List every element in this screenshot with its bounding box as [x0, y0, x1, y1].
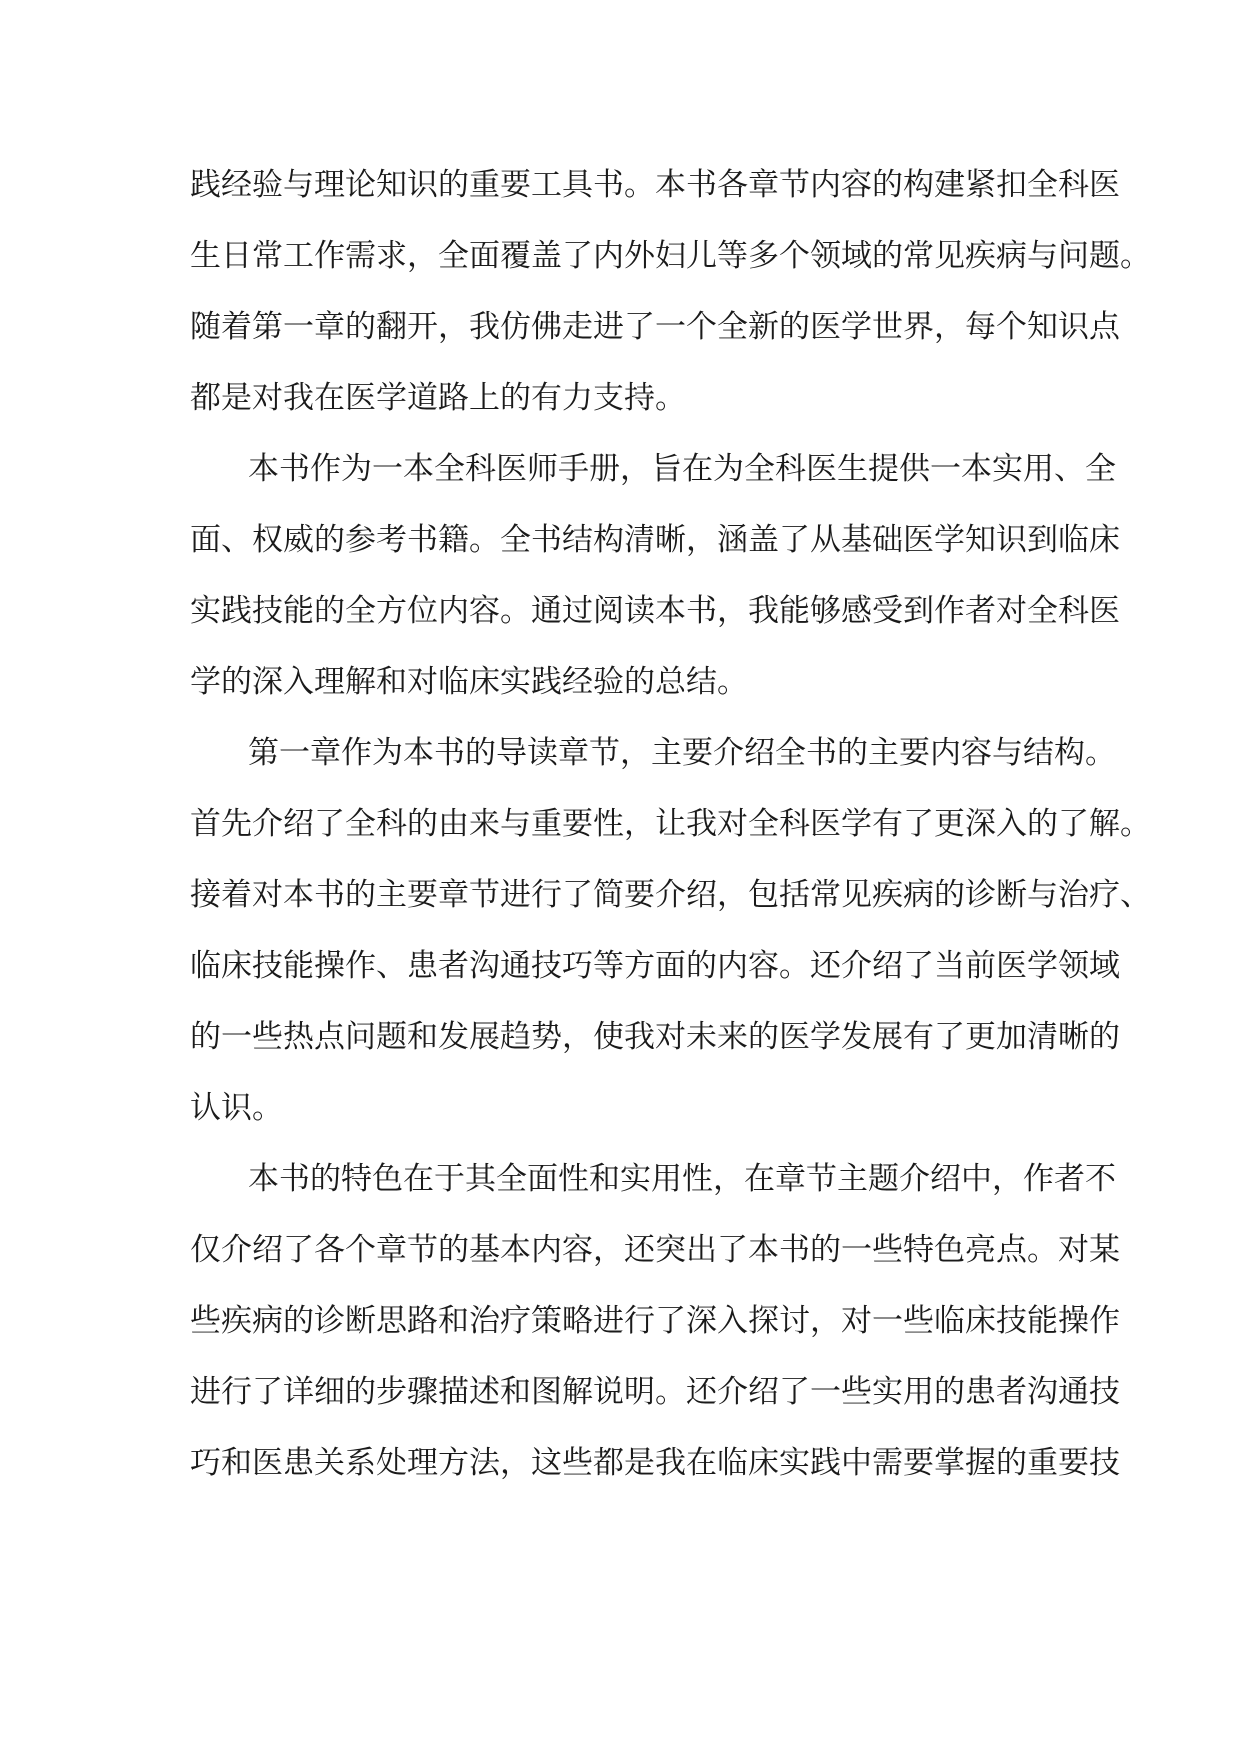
paragraph-2	[190, 434, 1120, 718]
text-line: 的一些热点问题和发展趋势，使我对未来的医学发展有了更加清晰的	[190, 1019, 1120, 1055]
text-line: 践经验与理论知识的重要工具书。本书各章节内容的构建紧扣全科医	[190, 167, 1120, 203]
text-line: 本书的特色在于其全面性和实用性，在章节主题介绍中，作者不	[248, 1161, 1116, 1197]
text-line: 第一章作为本书的导读章节，主要介绍全书的主要内容与结构。	[248, 735, 1116, 771]
text-line: 接着对本书的主要章节进行了简要介绍，包括常见疾病的诊断与治疗、	[190, 877, 1151, 913]
text-line: 巧和医患关系处理方法，这些都是我在临床实践中需要掌握的重要技	[190, 1445, 1120, 1481]
text-line: 临床技能操作、患者沟通技巧等方面的内容。还介绍了当前医学领域	[190, 948, 1120, 984]
text-line: 些疾病的诊断思路和治疗策略进行了深入探讨，对一些临床技能操作	[190, 1303, 1120, 1339]
text-line: 实践技能的全方位内容。通过阅读本书，我能够感受到作者对全科医	[190, 593, 1120, 629]
text-line: 仅介绍了各个章节的基本内容，还突出了本书的一些特色亮点。对某	[190, 1232, 1120, 1268]
text-line: 都是对我在医学道路上的有力支持。	[190, 380, 686, 416]
text-line: 生日常工作需求，全面覆盖了内外妇儿等多个领域的常见疾病与问题。	[190, 238, 1151, 274]
paragraph-4	[190, 1144, 1120, 1499]
text-line: 进行了详细的步骤描述和图解说明。还介绍了一些实用的患者沟通技	[190, 1374, 1120, 1410]
text-line: 认识。	[190, 1090, 283, 1126]
paragraph-3	[190, 718, 1151, 1144]
body-text	[190, 150, 1151, 1499]
text-line: 学的深入理解和对临床实践经验的总结。	[190, 664, 748, 700]
text-line: 面、权威的参考书籍。全书结构清晰，涵盖了从基础医学知识到临床	[190, 522, 1120, 558]
paragraph-1	[190, 150, 1151, 434]
text-line: 本书作为一本全科医师手册，旨在为全科医生提供一本实用、全	[248, 451, 1116, 487]
text-line: 随着第一章的翻开，我仿佛走进了一个全新的医学世界，每个知识点	[190, 309, 1120, 345]
text-line: 首先介绍了全科的由来与重要性，让我对全科医学有了更深入的了解。	[190, 806, 1151, 842]
